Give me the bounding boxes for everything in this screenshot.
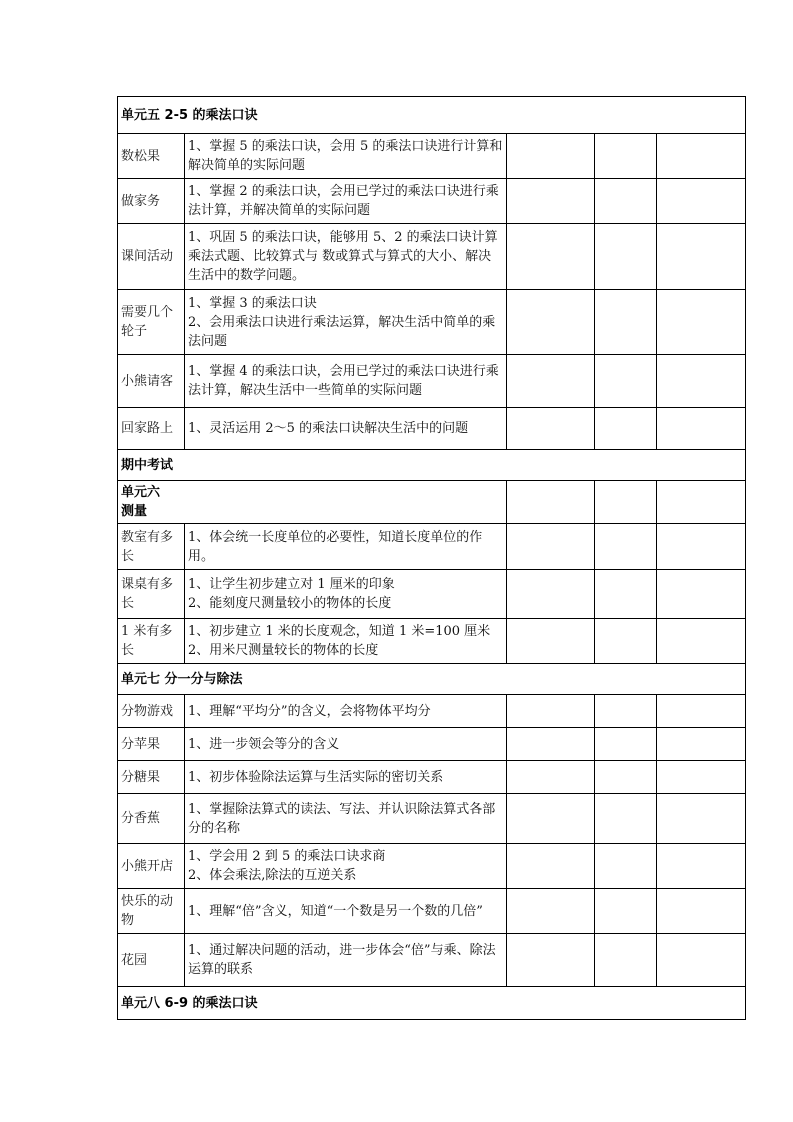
blank-cell bbox=[595, 794, 657, 844]
blank-cell bbox=[507, 619, 595, 664]
lesson-name: 小熊开店 bbox=[118, 844, 185, 889]
exam-header-row bbox=[118, 450, 746, 481]
blank-cell bbox=[507, 728, 595, 761]
blank-cell bbox=[657, 524, 746, 570]
lesson-name: 快乐的动物 bbox=[118, 889, 185, 934]
blank-cell bbox=[657, 570, 746, 619]
blank-cell bbox=[507, 695, 595, 728]
blank-cell bbox=[507, 570, 595, 619]
lesson-name: 分苹果 bbox=[118, 728, 185, 761]
blank-cell bbox=[507, 355, 595, 408]
lesson-row bbox=[118, 290, 746, 355]
lesson-name: 做家务 bbox=[118, 179, 185, 224]
unit-header: 单元七 分一分与除法 bbox=[118, 664, 746, 695]
lesson-name: 1 米有多长 bbox=[118, 619, 185, 664]
blank-cell bbox=[657, 844, 746, 889]
lesson-goal bbox=[185, 570, 507, 619]
blank-cell bbox=[657, 481, 746, 524]
blank-cell bbox=[595, 179, 657, 224]
unit-title-line: 测量 bbox=[121, 504, 148, 519]
lesson-goal: 1、理解“平均分”的含义，会将物体平均分 bbox=[185, 695, 507, 728]
blank-cell bbox=[507, 290, 595, 355]
lesson-name: 花园 bbox=[118, 934, 185, 987]
lesson-goal: 1、掌握 5 的乘法口诀，会用 5 的乘法口诀进行计算和解决简单的实际问题 bbox=[185, 134, 507, 179]
goal-line: 2、体会乘法,除法的互逆关系 bbox=[188, 868, 357, 883]
lesson-row bbox=[118, 570, 746, 619]
blank-cell bbox=[657, 728, 746, 761]
lesson-goal: 1、通过解决问题的活动，进一步体会“倍”与乘、除法运算的联系 bbox=[185, 934, 507, 987]
blank-cell bbox=[507, 794, 595, 844]
blank-cell bbox=[657, 889, 746, 934]
lesson-goal bbox=[185, 619, 507, 664]
blank-cell bbox=[507, 844, 595, 889]
lesson-name: 数松果 bbox=[118, 134, 185, 179]
lesson-row bbox=[118, 794, 746, 844]
lesson-goal: 1、掌握 2 的乘法口诀，会用已学过的乘法口诀进行乘法计算，并解决简单的实际问题 bbox=[185, 179, 507, 224]
blank-cell bbox=[657, 179, 746, 224]
blank-cell bbox=[507, 481, 595, 524]
lesson-plan-table bbox=[117, 96, 746, 1020]
lesson-name: 分物游戏 bbox=[118, 695, 185, 728]
blank-cell bbox=[507, 224, 595, 290]
blank-cell bbox=[595, 619, 657, 664]
blank-cell bbox=[657, 934, 746, 987]
blank-cell bbox=[507, 524, 595, 570]
blank-cell bbox=[657, 355, 746, 408]
lesson-name: 小熊请客 bbox=[118, 355, 185, 408]
lesson-row bbox=[118, 934, 746, 987]
lesson-goal bbox=[185, 844, 507, 889]
lesson-row bbox=[118, 134, 746, 179]
blank-cell bbox=[507, 889, 595, 934]
lesson-goal: 1、进一步领会等分的含义 bbox=[185, 728, 507, 761]
unit-title-line: 单元六 bbox=[121, 485, 161, 500]
unit-header-row bbox=[118, 987, 746, 1020]
lesson-goal: 1、灵活运用 2～5 的乘法口诀解决生活中的问题 bbox=[185, 408, 507, 450]
lesson-row bbox=[118, 761, 746, 794]
blank-cell bbox=[595, 481, 657, 524]
lesson-row bbox=[118, 695, 746, 728]
goal-line: 1、学会用 2 到 5 的乘法口诀求商 bbox=[188, 849, 386, 864]
lesson-name: 回家路上 bbox=[118, 408, 185, 450]
blank-cell bbox=[595, 934, 657, 987]
lesson-row bbox=[118, 844, 746, 889]
lesson-goal: 1、初步体验除法运算与生活实际的密切关系 bbox=[185, 761, 507, 794]
blank-cell bbox=[595, 695, 657, 728]
lesson-name: 教室有多长 bbox=[118, 524, 185, 570]
blank-cell bbox=[507, 934, 595, 987]
blank-cell bbox=[657, 134, 746, 179]
blank-cell bbox=[595, 570, 657, 619]
lesson-row bbox=[118, 408, 746, 450]
goal-line: 1、让学生初步建立对 1 厘米的印象 bbox=[188, 577, 395, 592]
blank-cell bbox=[507, 408, 595, 450]
unit-header-row bbox=[118, 97, 746, 134]
lesson-row bbox=[118, 224, 746, 290]
lesson-goal: 1、理解“倍”含义，知道“一个数是另一个数的几倍” bbox=[185, 889, 507, 934]
lesson-goal: 1、掌握除法算式的读法、写法、并认识除法算式各部分的名称 bbox=[185, 794, 507, 844]
unit-header: 单元五 2-5 的乘法口诀 bbox=[118, 97, 746, 134]
lesson-name: 分香蕉 bbox=[118, 794, 185, 844]
unit-header bbox=[118, 481, 507, 524]
goal-line: 2、能刻度尺测量较小的物体的长度 bbox=[188, 596, 392, 611]
lesson-goal: 1、巩固 5 的乘法口诀，能够用 5、2 的乘法口诀计算乘法式题、比较算式与 数或算式与算式的大小、解决生活中的数学问题。 bbox=[185, 224, 507, 290]
lesson-row bbox=[118, 524, 746, 570]
lesson-name: 需要几个轮子 bbox=[118, 290, 185, 355]
blank-cell bbox=[595, 355, 657, 408]
lesson-goal bbox=[185, 290, 507, 355]
blank-cell bbox=[595, 761, 657, 794]
lesson-row bbox=[118, 179, 746, 224]
blank-cell bbox=[595, 524, 657, 570]
unit-header-row bbox=[118, 481, 746, 524]
blank-cell bbox=[595, 290, 657, 355]
lesson-row bbox=[118, 355, 746, 408]
exam-header: 期中考试 bbox=[118, 450, 746, 481]
blank-cell bbox=[595, 408, 657, 450]
blank-cell bbox=[657, 408, 746, 450]
blank-cell bbox=[657, 761, 746, 794]
lesson-row bbox=[118, 728, 746, 761]
lesson-row bbox=[118, 889, 746, 934]
blank-cell bbox=[595, 134, 657, 179]
blank-cell bbox=[595, 224, 657, 290]
blank-cell bbox=[657, 224, 746, 290]
unit-header-row bbox=[118, 664, 746, 695]
blank-cell bbox=[657, 290, 746, 355]
lesson-name: 课桌有多长 bbox=[118, 570, 185, 619]
blank-cell bbox=[595, 844, 657, 889]
goal-line: 2、用米尺测量较长的物体的长度 bbox=[188, 643, 379, 658]
unit-header: 单元八 6-9 的乘法口诀 bbox=[118, 987, 746, 1020]
goal-line: 2、会用乘法口诀进行乘法运算，解决生活中简单的乘法问题 bbox=[188, 314, 496, 349]
lesson-row bbox=[118, 619, 746, 664]
lesson-name: 课间活动 bbox=[118, 224, 185, 290]
blank-cell bbox=[595, 728, 657, 761]
blank-cell bbox=[657, 695, 746, 728]
blank-cell bbox=[507, 761, 595, 794]
goal-line: 1、掌握 3 的乘法口诀 bbox=[188, 295, 317, 311]
lesson-name: 分糖果 bbox=[118, 761, 185, 794]
blank-cell bbox=[507, 134, 595, 179]
lesson-goal: 1、掌握 4 的乘法口诀，会用已学过的乘法口诀进行乘法计算，解决生活中一些简单的实际问题 bbox=[185, 355, 507, 408]
lesson-goal: 1、体会统一长度单位的必要性，知道长度单位的作用。 bbox=[185, 524, 507, 570]
goal-line: 1、初步建立 1 米的长度观念，知道 1 米=100 厘米 bbox=[188, 624, 491, 639]
blank-cell bbox=[657, 794, 746, 844]
blank-cell bbox=[657, 619, 746, 664]
blank-cell bbox=[595, 889, 657, 934]
blank-cell bbox=[507, 179, 595, 224]
